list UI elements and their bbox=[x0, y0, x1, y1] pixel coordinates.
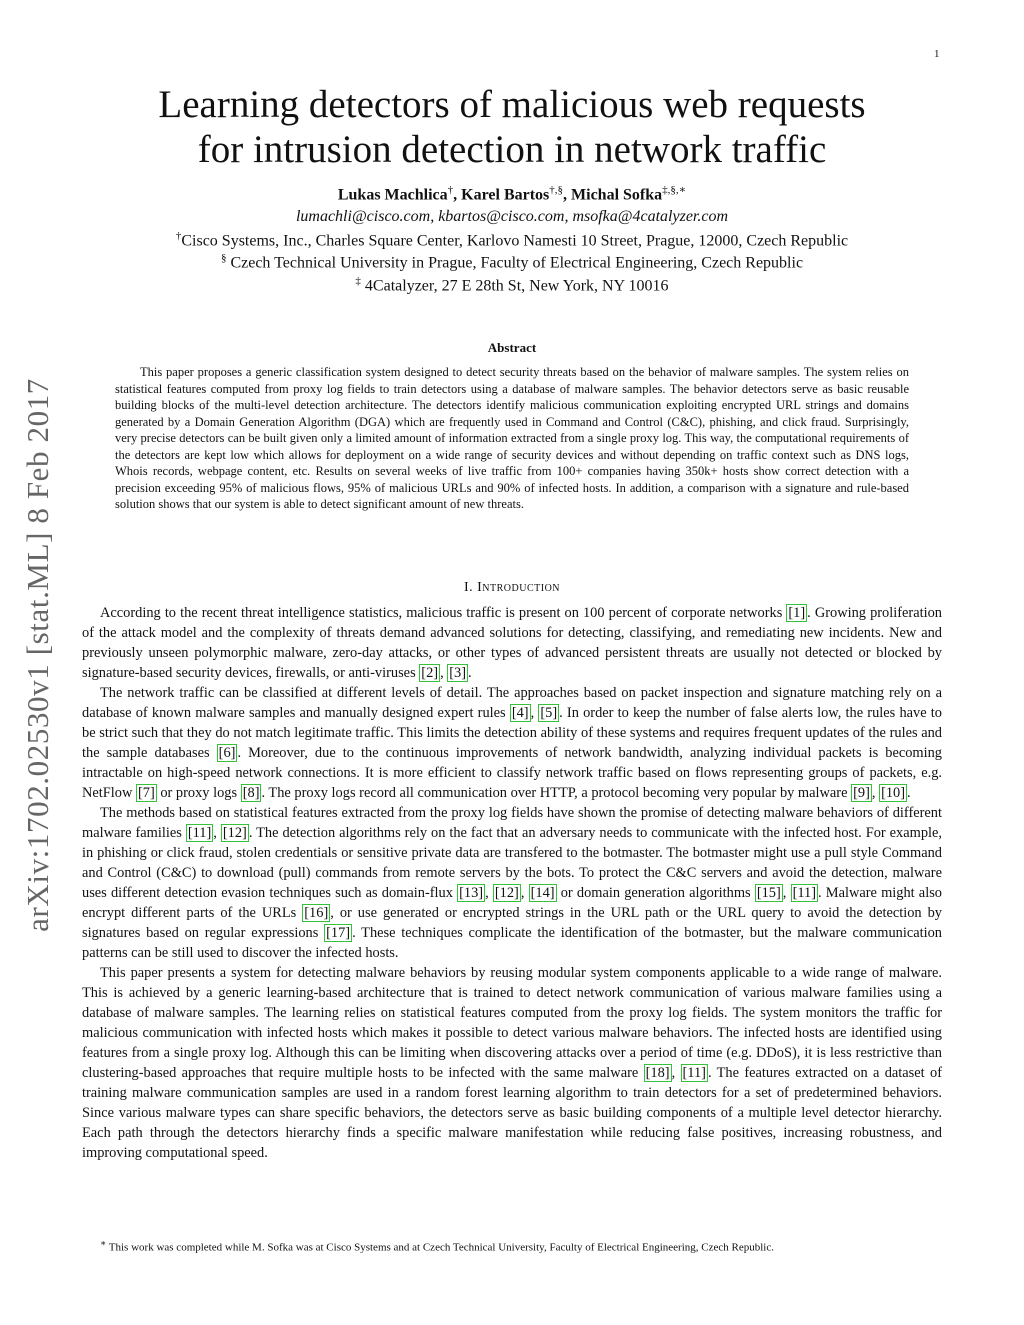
arxiv-stamp bbox=[8, 360, 68, 950]
citation-link[interactable]: [5] bbox=[540, 705, 558, 721]
citation-link[interactable]: [4] bbox=[511, 705, 529, 721]
abstract-text: This paper proposes a generic classification system designed to detect security threats based on the behavior of malware samples. The system relies on statistical features computed from proxy log fields to train detectors using a database of malware samples. The behavior detectors serve as basic reusable building blocks of the multi-level detection architecture. The detectors identify malicious communication exploiting encrypted URL strings and domains generated by a Domain Generation Algorithm (DGA) which are frequently used in Command and Control (C&C), phishing, and click fraud. Surprisingly, very precise detectors can be built given only a limited amount of information extracted from a single proxy log. This way, the computational requirements of the detectors are kept low which allows for deployment on a wide range of security devices and without depending on traffic context such as DNS logs, Whois records, webpage content, etc. Results on several weeks of live traffic from 100+ companies having 350k+ hosts show correct detection with a precision exceeding 95% of malicious flows, 95% of malicious URLs and 90% of infected hosts. In addition, a comparison with a signature and rule-based solution shows that our system is able to detect significant amount of new threats. bbox=[115, 365, 909, 511]
body-paragraph bbox=[82, 603, 942, 683]
paragraph-text: . The features extracted on a dataset of training malware communication samples are used in a random forest learning algorithm to train detectors for a set of predetermined behaviors. Since various malware types can share specific behaviors, the detectors serve as basic building components of a multiple level detector hierarchy. Each path through the detectors hierarchy finds a specific malware manifestation while reducing false positives, increasing robustness, and improving computational speed. bbox=[82, 1065, 942, 1161]
paragraph-text: . The detection algorithms rely on the fact that an adversary needs to communicate with the infected host. For example, in phishing or click fraud, stolen credentials or sensitive private data are transfered to the botmaster. The botmaster might use a pull style Command and Control (C&C) to download (pull) commands from remote servers by the bots. To protect the C&C servers and avoid the detection, malware uses different detection evasion techniques such as domain-flux bbox=[82, 825, 942, 901]
affiliation-ctu bbox=[80, 252, 944, 272]
citation-link[interactable]: [9] bbox=[853, 785, 870, 801]
author-marks: † bbox=[447, 184, 454, 196]
paper-title bbox=[80, 82, 944, 172]
affiliation-text: Czech Technical University in Prague, Faculty of Electrical Engineering, Czech Republic bbox=[226, 254, 804, 272]
abstract-heading: Abstract bbox=[487, 340, 537, 355]
affiliation-text: Cisco Systems, Inc., Charles Square Center, Karlovo Namesti 10 Street, Prague, 12000, Czech Republic bbox=[181, 232, 849, 250]
citation-link[interactable]: [11] bbox=[682, 1065, 706, 1081]
author-name: Karel Bartos bbox=[461, 186, 550, 204]
author-marks: ‡,§,∗ bbox=[662, 184, 687, 196]
author-list: Lukas Machlica†, Karel Bartos†,§, Michal Sofka‡,§,∗ bbox=[337, 184, 687, 204]
paragraph-text: . Malware might also encrypt different parts of the URLs bbox=[82, 885, 942, 921]
citation-link[interactable]: [14] bbox=[530, 885, 555, 901]
body-paragraph bbox=[82, 683, 942, 803]
paragraph-text: , bbox=[871, 785, 880, 801]
paragraph-text: , bbox=[440, 665, 448, 681]
author-name: Michal Sofka bbox=[571, 186, 663, 204]
affiliation-cisco bbox=[80, 230, 944, 250]
affiliation-mark: ‡ bbox=[355, 275, 361, 287]
footnote bbox=[100, 1238, 942, 1254]
citation-link[interactable]: [17] bbox=[326, 925, 351, 941]
paragraph-text: . In order to keep the number of false alerts low, the rules have to be strict such that they do not match legitimate traffic. This limits the detection ability of these systems and requires frequent updates of the rules and the sample databases bbox=[82, 705, 942, 761]
paragraph-text: . These techniques complicate the identification of the botmaster, but the malware communication patterns can be still used to discover the infected hosts. bbox=[82, 925, 942, 961]
paragraph-text: This paper presents a system for detecting malware behaviors by reusing modular system components applicable to a wide range of malware. This is achieved by a generic learning-based architecture that is trained to detect network communication of various malware families using a database of malware samples. The learning relies on statistical features computed from the proxy log fields. The system monitors the traffic for malicious communication with infected hosts which makes it possible to detect various malware behaviors. The infected hosts are identified using features from a single proxy log. Although this can be limiting when discovering attacks over a period of time (e.g. DDoS), it is less restrictive than clustering-based approaches that require multiple hosts to be infected with the same malware bbox=[82, 965, 942, 1081]
author-emails: lumachli@cisco.com, kbartos@cisco.com, msofka@4catalyzer.com bbox=[295, 208, 729, 225]
citation-link[interactable]: [18] bbox=[645, 1065, 670, 1081]
paragraph-text: , bbox=[520, 885, 529, 901]
page-number: 1 bbox=[934, 48, 940, 60]
affiliation-mark: § bbox=[220, 252, 227, 264]
citation-link[interactable]: [10] bbox=[881, 785, 906, 801]
arxiv-id: arXiv:1702.02530v1 [stat.ML] 8 Feb 2017 bbox=[20, 378, 55, 932]
paragraph-text: , bbox=[782, 885, 791, 901]
section-heading bbox=[80, 580, 944, 596]
section-number: I. bbox=[463, 580, 478, 595]
citation-link[interactable]: [7] bbox=[137, 785, 155, 801]
paragraph-text: , bbox=[485, 885, 493, 901]
paragraph-text: , bbox=[530, 705, 539, 721]
body-paragraph bbox=[82, 963, 942, 1163]
affiliation-mark: † bbox=[175, 230, 182, 242]
paragraph-text: , bbox=[213, 825, 221, 841]
citation-link[interactable]: [3] bbox=[449, 665, 467, 681]
title-line-1: Learning detectors of malicious web requests bbox=[158, 83, 866, 126]
citation-link[interactable]: [13] bbox=[459, 885, 484, 901]
citation-link[interactable]: [15] bbox=[756, 885, 781, 901]
citation-link[interactable]: [6] bbox=[218, 745, 236, 761]
paragraph-text: , bbox=[671, 1065, 681, 1081]
footnote-text: This work was completed while M. Sofka was at Cisco Systems and at Czech Technical University, Faculty of Electrical Engineering, Czech Republic. bbox=[106, 1241, 774, 1254]
citation-link[interactable]: [8] bbox=[242, 785, 260, 801]
citation-link[interactable]: [11] bbox=[792, 885, 817, 901]
paragraph-text: . bbox=[907, 785, 911, 801]
body-paragraph bbox=[82, 803, 942, 963]
paragraph-text: . Growing proliferation of the attack model and the complexity of threats demand advanced solutions for detecting, classifying, and remediating new incidents. New and previously unseen polymorphic malware, zero-day attacks, or other types of advanced persistent threats are usually not detected or blocked by signature-based security devices, firewalls, or anti-viruses bbox=[82, 605, 942, 681]
citation-link[interactable]: [12] bbox=[222, 825, 247, 841]
paragraph-text: or domain generation algorithms bbox=[556, 885, 755, 901]
author-name: Lukas Machlica bbox=[337, 186, 448, 204]
citation-link[interactable]: [1] bbox=[788, 605, 806, 621]
citation-link[interactable]: [2] bbox=[421, 665, 439, 681]
body-text bbox=[82, 603, 942, 1163]
paragraph-text: . Moreover, due to the continuous improvements of network bandwidth, analyzing individual packets is becoming intractable on high-speed network connections. It is more efficient to classify network traffic based on flows representing groups of packets, e.g. NetFlow bbox=[82, 745, 942, 801]
paragraph-text: or proxy logs bbox=[156, 785, 241, 801]
citation-link[interactable]: [12] bbox=[494, 885, 519, 901]
citation-link[interactable]: [11] bbox=[187, 825, 212, 841]
section-title: Introduction bbox=[477, 580, 561, 595]
paragraph-text: . bbox=[468, 665, 472, 681]
paragraph-text: , or use generated or encrypted strings in the URL path or the URL query to avoid the detection by signatures based on regular expressions bbox=[82, 905, 942, 941]
paragraph-text: According to the recent threat intelligence statistics, malicious traffic is present on 100 percent of corporate networks bbox=[100, 605, 787, 621]
footnote-mark: ∗ bbox=[100, 1238, 107, 1248]
citation-link[interactable]: [16] bbox=[304, 905, 329, 921]
paragraph-text: The methods based on statistical features extracted from the proxy log fields have shown the promise of detecting malware behaviors of different malware families bbox=[82, 805, 942, 841]
author-marks: †,§ bbox=[549, 184, 564, 196]
paragraph-text: The network traffic can be classified at different levels of detail. The approaches based on packet inspection and signature matching rely on a database of known malware samples and manually designed expert rules bbox=[82, 685, 942, 721]
title-line-2: for intrusion detection in network traffic bbox=[197, 128, 827, 171]
affiliation-4catalyzer bbox=[80, 275, 944, 295]
paragraph-text: . The proxy logs record all communication over HTTP, a protocol becoming very popular by malware bbox=[261, 785, 852, 801]
affiliation-text: 4Catalyzer, 27 E 28th St, New York, NY 10016 bbox=[360, 277, 669, 295]
